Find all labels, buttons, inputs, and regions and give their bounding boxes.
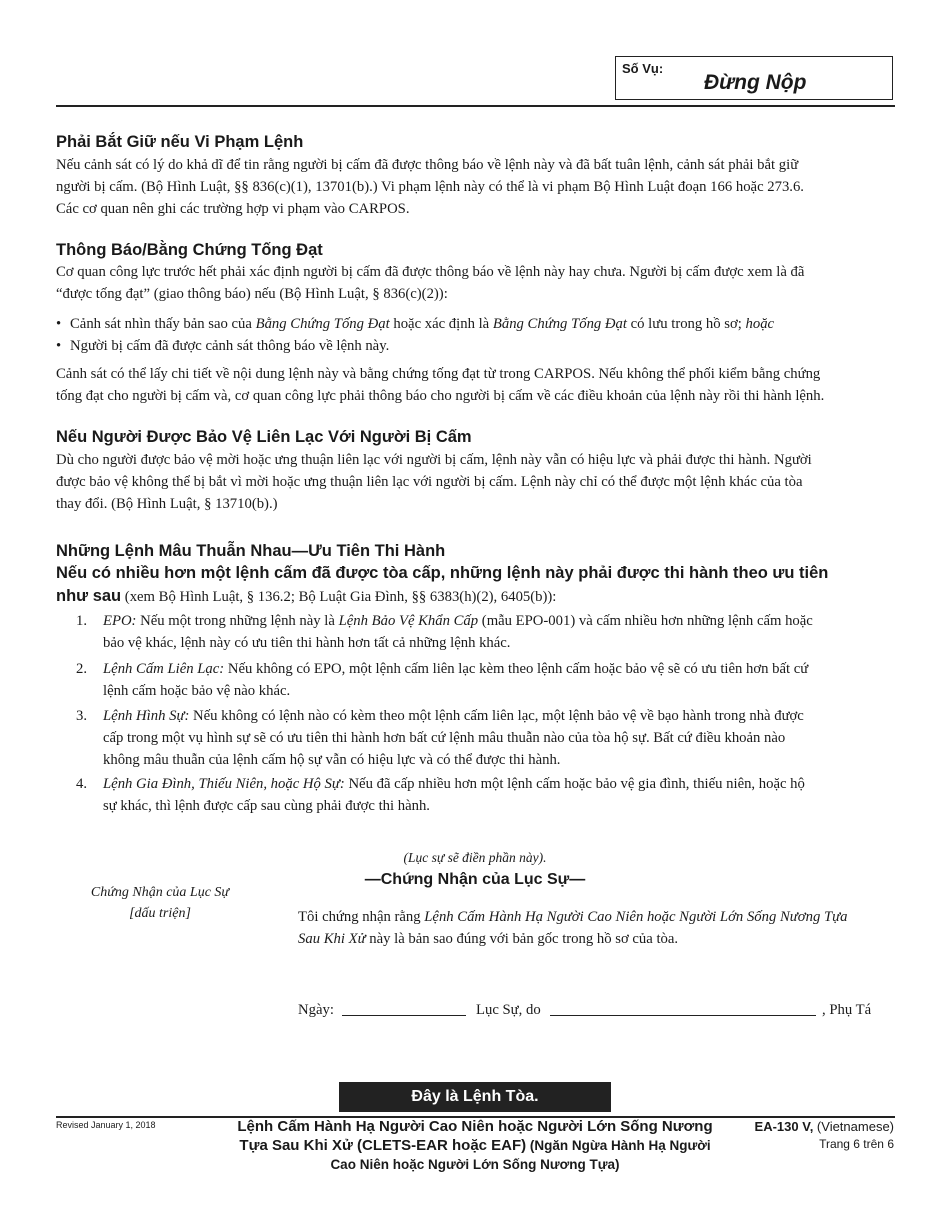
service-bullet: • Cảnh sát nhìn thấy bản sao của Bằng Chứng Tống Đạt hoặc xác định là Bằng Chứng Tống Đạt có lưu trong hồ sơ; hoặc [56,313,890,335]
form-code: EA-130 V, (Vietnamese) [754,1119,894,1134]
list-item-number: 3. [76,708,88,724]
contact-paragraph [56,449,890,515]
list-item: Lệnh Hình Sự: Nếu không có lệnh nào có kèm theo một lệnh cấm liên lạc, một lệnh bảo vệ về bạo hành trong nhà được cấp trong một vụ hình sự sẽ có ưu tiên thi hành hơn bất cứ lệnh mâu thuẫn nào của tòa hộ sự. Bất cứ điều khoản nào không mâu thuẫn của lệnh cấm hộ sự vẫn có hiệu lực và có thể được thi hành. [103,708,804,768]
list-item-number: 1. [76,613,88,629]
arrest-line: Các cơ quan nên ghi các trường hợp vi phạm vào CARPOS. [56,201,410,217]
list-item: EPO: Nếu một trong những lệnh này là Lệnh Bảo Vệ Khẩn Cấp (mẫu EPO-001) và cấm nhiều hơn những lệnh cấm hoặc bảo vệ khác, lệnh này có ưu tiên thi hành hơn tất cả những lệnh khác. [103,613,813,651]
service-paragraph [56,261,890,305]
arrest-paragraph [56,154,890,220]
bullet-icon: • [56,338,62,354]
bullet-icon: • [56,316,62,332]
list-item: Lệnh Cấm Liên Lạc: Nếu không có EPO, một lệnh cấm liên lạc kèm theo lệnh cấm hoặc bảo vệ sẽ có ưu tiên hơn bất cứ lệnh cấm hoặc bảo vệ nào khác. [103,661,809,699]
arrest-line: Nếu cảnh sát có lý do khả dĩ để tin rằng người bị cấm đã được thông báo về lệnh này và đã bất tuân lệnh, cảnh sát phải bắt giữ [56,157,799,173]
clerk-certificate-title: —Chứng Nhận của Lục Sự— [364,871,586,888]
case-number-value: Đừng Nộp [704,71,807,94]
deputy-label: , Phụ Tá [822,1002,872,1018]
clerk-seal-label: Chứng Nhận của Lục Sự [90,885,230,900]
form-title: Lệnh Cấm Hành Hạ Người Cao Niên hoặc Người Lớn Sống Nương Tựa Sau Khi Xử (CLETS-EAR hoặc EAF) (Ngăn Ngừa Hành Hạ Người Cao Niên hoặc Người Lớn Sống Nương Tựa) [237,1118,713,1172]
section-heading-arrest: Phải Bắt Giữ nếu Vi Phạm Lệnh [56,133,304,151]
clerk-signature-field[interactable] [550,1015,816,1016]
date-label: Ngày: [298,1002,334,1018]
case-number-box [615,56,893,100]
revision-date: Revised January 1, 2018 [56,1120,156,1130]
service-line: tống đạt cho người bị cấm và, cơ quan công lực phải thông báo cho người bị cấm về các điều khoản của lệnh này rồi thi hành lệnh. [56,388,825,404]
clerk-certification-text: Tôi chứng nhận rằng Lệnh Cấm Hành Hạ Người Cao Niên hoặc Người Lớn Sống Nương Tựa Sau Khi Xử này là bản sao đúng với bản gốc trong hồ sơ của tòa. [298,909,848,947]
clerk-seal-placeholder: [dấu triện] [129,906,191,921]
section-heading-contact: Nếu Người Được Bảo Vệ Liên Lạc Với Người Bị Cấm [56,428,472,446]
contact-line: Dù cho người được bảo vệ mời hoặc ưng thuận liên lạc với người bị cấm, lệnh này vẫn có hiệu lực và phải được thi hành. Người [56,452,812,468]
list-item-number: 2. [76,661,88,677]
section-heading-conflict: Những Lệnh Mâu Thuẫn Nhau—Ưu Tiên Thi Hành [56,542,446,560]
case-number-label: Số Vụ: [622,61,664,76]
list-item: Lệnh Gia Đình, Thiếu Niên, hoặc Hộ Sự: Nếu đã cấp nhiều hơn một lệnh cấm hoặc bảo vệ gia đình, thiếu niên, hoặc hộ sự khác, thì lệnh được cấp sau cùng phải được thi hành. [103,776,805,814]
section-heading-service: Thông Báo/Bằng Chứng Tống Đạt [56,241,323,259]
conflict-subheading: Nếu có nhiều hơn một lệnh cấm đã được tòa cấp, những lệnh này phải được thi hành theo ưu tiên [56,564,829,582]
conflict-subheading-end: như sau (xem Bộ Hình Luật, § 136.2; Bộ Luật Gia Đình, §§ 6383(h)(2), 6405(b)): [56,587,557,605]
service-line: Cơ quan công lực trước hết phải xác định người bị cấm đã được thông báo về lệnh này hay chưa. Người bị cấm được xem là đã [56,264,805,280]
contact-line: thay đổi. (Bộ Hình Luật, § 13710(b).) [56,496,278,512]
service-line: Cảnh sát có thể lấy chi tiết về nội dung lệnh này và bằng chứng tống đạt từ trong CARPOS. Nếu không thể phối kiểm bằng chứng [56,366,821,382]
clerk-label: Lục Sự, do [476,1002,541,1018]
page-number: Trang 6 trên 6 [819,1137,894,1151]
clerk-note: (Lục sự sẽ điền phần này). [403,850,547,865]
date-field[interactable] [342,1015,466,1016]
court-order-banner: Đây là Lệnh Tòa. [339,1082,611,1112]
service-line: “được tống đạt” (giao thông báo) nếu (Bộ Hình Luật, § 836(c)(2)): [56,286,448,302]
header-divider [56,105,895,107]
signature-row [298,1000,898,1022]
list-item-number: 4. [76,776,88,792]
contact-line: được bảo vệ không thể bị bắt vì mời hoặc ưng thuận liên lạc với người bị cấm. Lệnh này chỉ có thể được một lệnh khác của tòa [56,474,803,490]
service-bullet: • Người bị cấm đã được cảnh sát thông báo về lệnh này. [56,335,890,357]
service-followup-paragraph [56,363,890,407]
arrest-line: người bị cấm. (Bộ Hình Luật, §§ 836(c)(1), 13701(b).) Vi phạm lệnh này có thể là vi phạm Bộ Hình Luật đoạn 166 hoặc 273.6. [56,179,804,195]
